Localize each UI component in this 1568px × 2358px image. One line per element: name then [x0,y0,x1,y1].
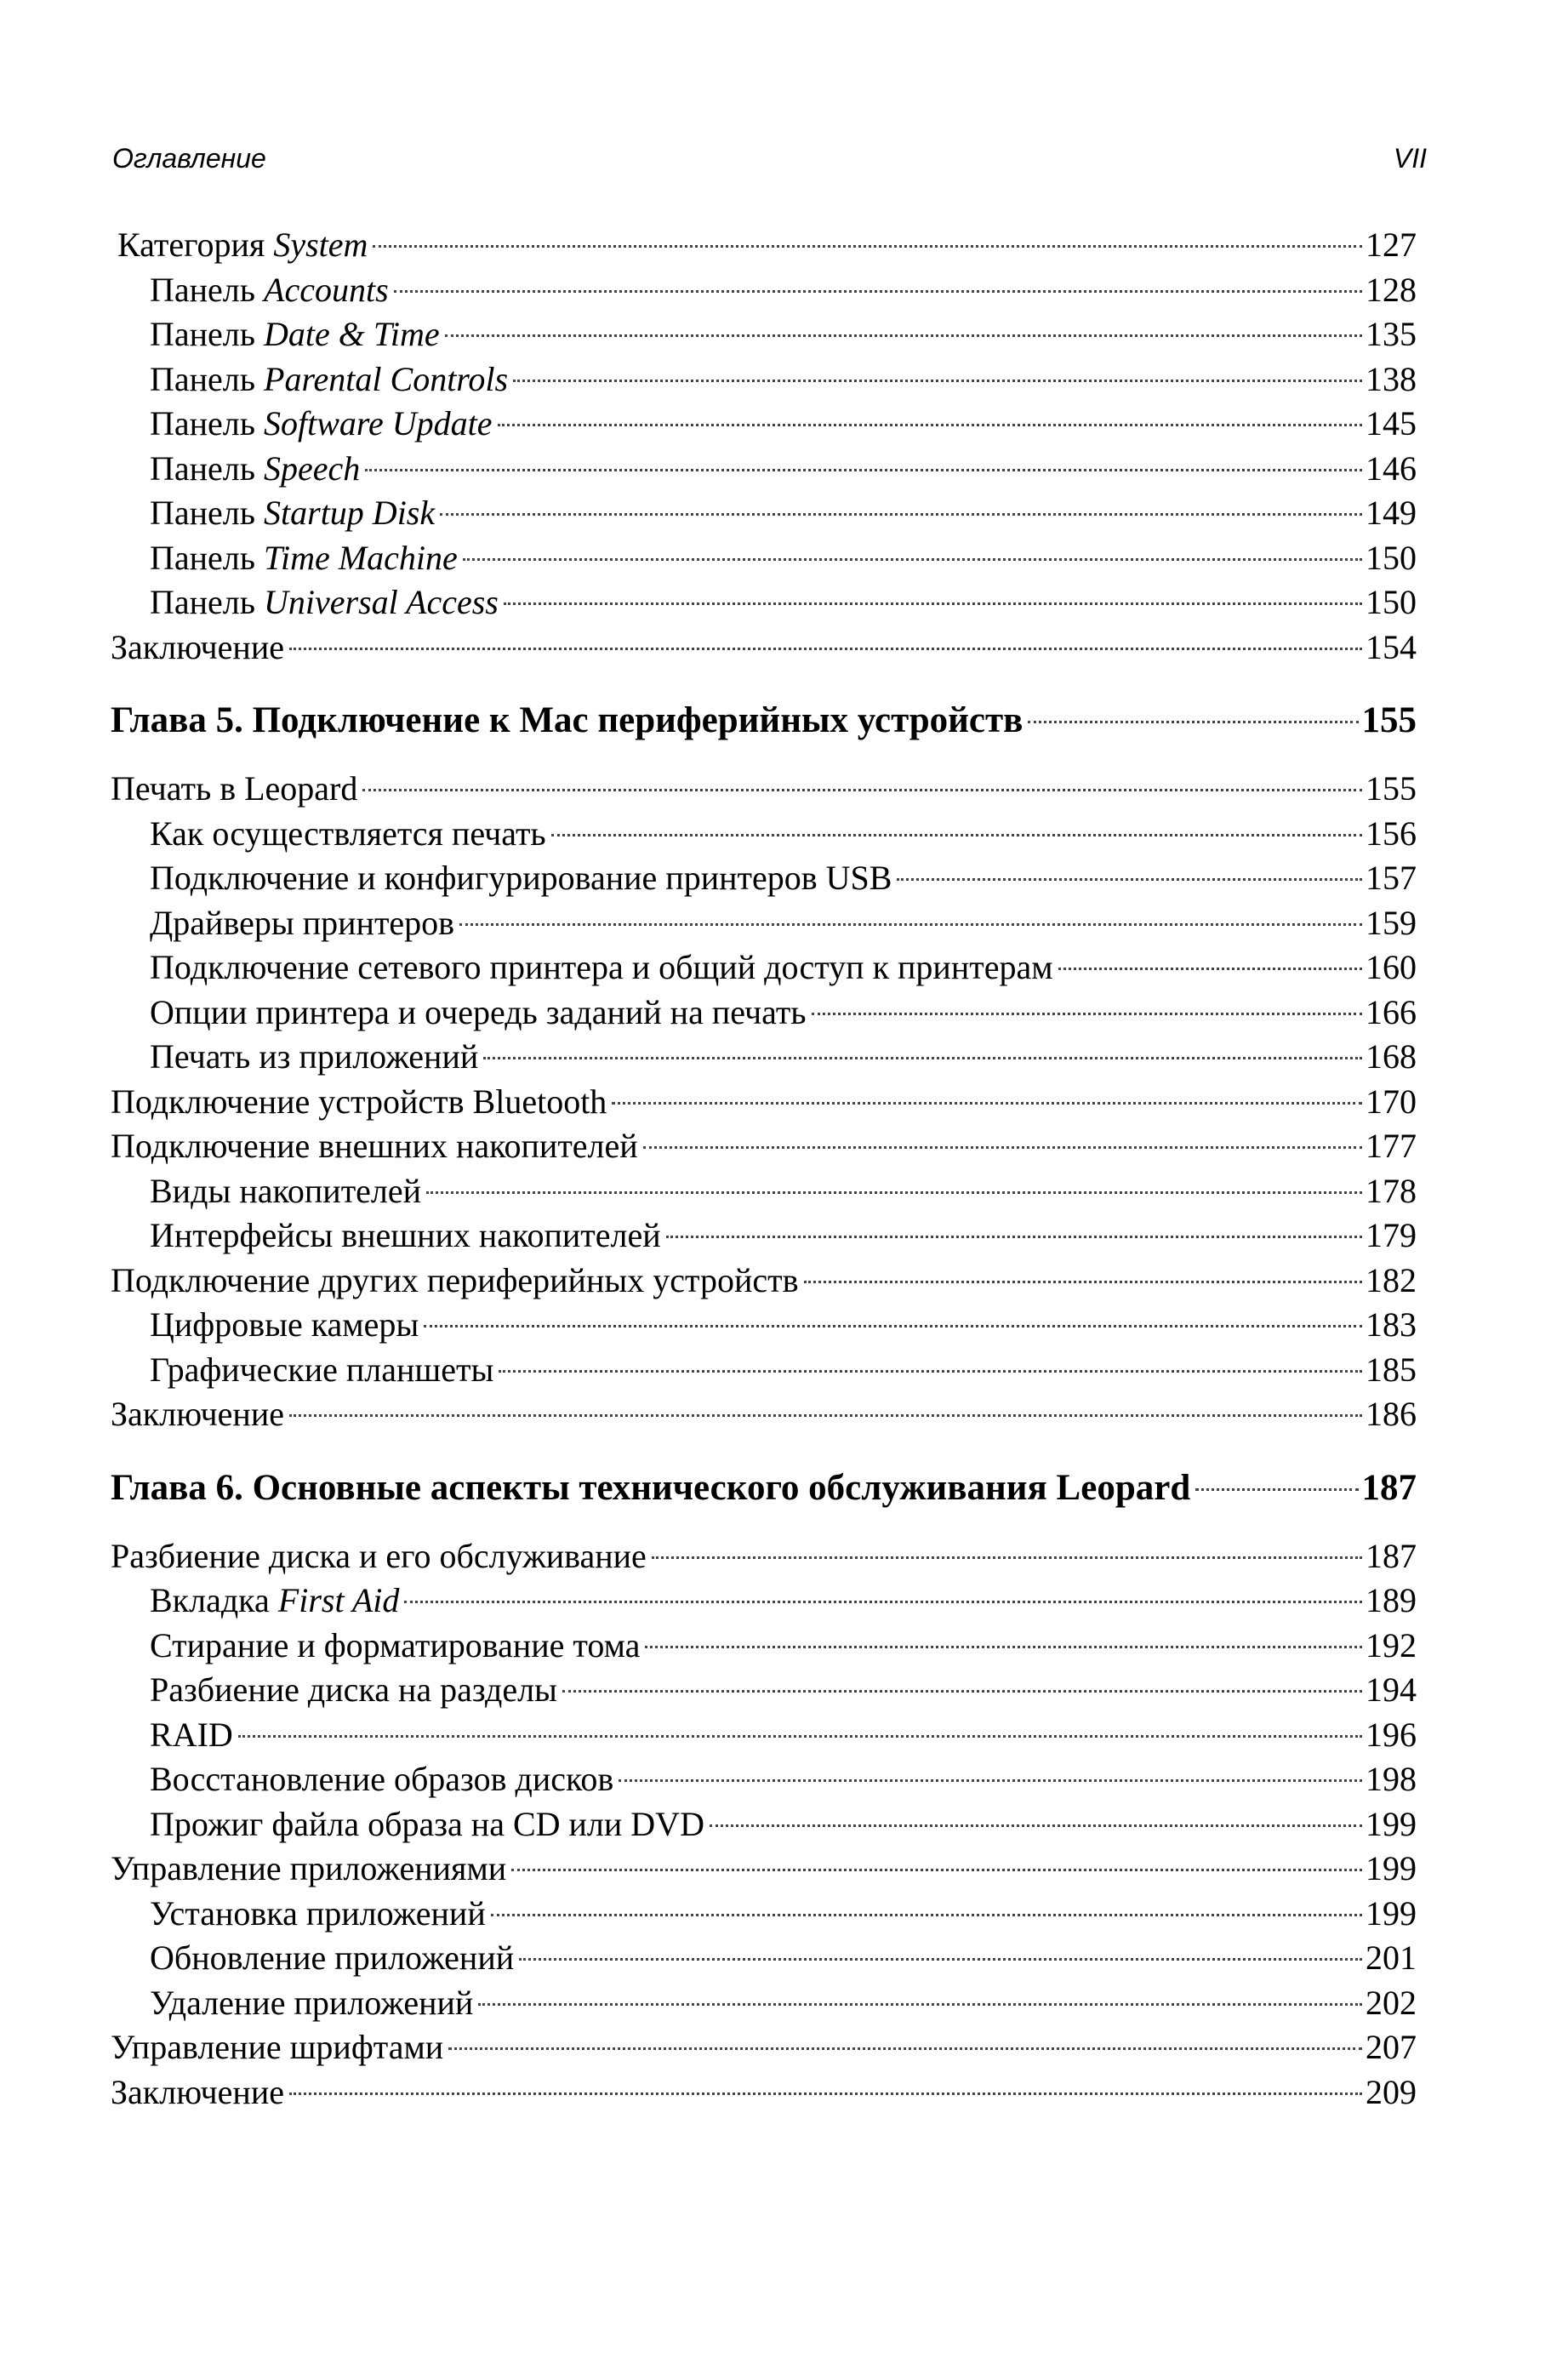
toc-entry-label [150,1757,613,1802]
toc-entry-label [150,536,458,581]
toc-page-number: 179 [1366,1216,1417,1254]
toc-entry[interactable] [111,812,1417,857]
toc-entry-text: Панель [150,404,265,442]
toc-entry-label [150,357,508,403]
dot-leader [551,834,1362,836]
toc-page-number: 185 [1366,1350,1417,1389]
toc-entry-text: Виды накопителей [150,1171,422,1210]
toc-entry-label [150,447,360,492]
dot-leader [289,2093,1362,2095]
toc-page-number: 127 [1366,226,1417,264]
toc-entry-label [150,1303,419,1348]
dot-leader [404,1601,1362,1603]
toc-entry-text: Разбиение диска на разделы [150,1670,557,1709]
toc-entry[interactable] [111,2025,1417,2070]
toc-page-number: 189 [1366,1581,1417,1619]
toc-page-number: 187 [1361,1467,1417,1508]
toc-entry-text: Глава 5. Подключение к Mac периферийных устройств [111,700,1023,740]
toc-entry-label [150,1035,478,1080]
toc-entry-text: Панель [150,538,265,577]
dot-leader [513,380,1362,382]
dot-leader [424,1325,1362,1327]
toc-entry-text: Драйверы принтеров [150,903,455,942]
toc-entry[interactable] [111,491,1417,536]
toc-entry-text: Как осуществляется печать [150,814,546,853]
toc-entry-label [111,1259,799,1304]
toc-chapter-entry[interactable] [111,1466,1417,1510]
toc-page-number: 145 [1366,404,1417,442]
toc-entry[interactable] [111,991,1417,1036]
dot-leader [289,1414,1362,1417]
toc-entry-label [150,580,499,625]
toc-entry-label [150,402,493,447]
toc-entry-label [111,1847,506,1892]
toc-page-number: 156 [1366,814,1417,853]
toc-entry-italic-text: Software Update [264,404,493,442]
toc-entry[interactable] [111,402,1417,447]
toc-page-number: 170 [1366,1082,1417,1121]
toc-entry[interactable] [111,1579,1417,1624]
toc-entry[interactable] [111,1713,1417,1758]
toc-entry[interactable] [111,1802,1417,1847]
toc-page-number: 187 [1366,1536,1417,1575]
dot-leader [365,469,1362,471]
toc-page-number: 177 [1366,1127,1417,1165]
toc-entry[interactable] [111,1169,1417,1214]
toc-entry-text: RAID [150,1715,233,1754]
toc-page-number: 178 [1366,1171,1417,1210]
toc-page-number: 202 [1366,1983,1417,2022]
dot-leader [426,1191,1362,1194]
toc-page-number: 182 [1366,1260,1417,1299]
dot-leader [459,923,1362,926]
toc-entry-italic-text: Date & Time [264,315,440,353]
toc-entry[interactable] [111,447,1417,492]
toc-entry-text: Вкладка [150,1581,278,1619]
toc-entry-label [150,1936,514,1981]
toc-page-number: 199 [1366,1893,1417,1933]
toc-entry-text: Восстановление образов дисков [150,1760,614,1798]
dot-leader [463,558,1362,561]
toc-entry-text: Подключение устройств Bluetooth [111,1082,607,1121]
toc-entry[interactable] [111,1668,1417,1713]
running-header [112,136,1427,187]
toc-entry[interactable] [111,1534,1417,1579]
toc-entry-text: Категория [117,226,274,264]
toc-entry-label [111,1392,284,1437]
toc-entry-label [111,1124,638,1169]
toc-entry[interactable] [111,1303,1417,1348]
dot-leader [289,648,1362,650]
toc-page-number: 199 [1366,1849,1417,1887]
toc-entry-label [150,1169,421,1214]
dot-leader [498,424,1362,426]
toc-entry-text: Печать из приложений [150,1037,479,1076]
dot-leader [519,1958,1362,1961]
dot-leader [804,1281,1363,1283]
toc-entry[interactable] [111,901,1417,946]
dot-leader [562,1690,1362,1693]
toc-entry-label [150,1892,486,1937]
toc-entry-label [150,491,435,536]
dot-leader [643,1146,1362,1149]
toc-entry-text: Подключение и конфигурирование принтеров USB [150,859,892,897]
dot-leader [373,245,1362,248]
chapter-spacer [111,670,1417,699]
toc-entry-text: Установка приложений [150,1893,486,1933]
toc-entry-label [150,312,440,357]
dot-leader [440,513,1362,516]
dot-leader [362,789,1362,791]
toc-entry-italic-text: First Aid [277,1581,400,1619]
toc-page-number: 155 [1361,700,1417,740]
dot-leader [238,1735,1362,1738]
toc-entry[interactable] [111,1936,1417,1981]
toc-entry-label [111,2025,443,2070]
toc-entry[interactable] [111,1757,1417,1802]
toc-entry-text: Стирание и форматирование тома [150,1625,641,1664]
dot-leader [710,1824,1362,1827]
dot-leader [511,1869,1362,1871]
toc-page-number: 128 [1366,270,1417,309]
toc-page-number: 150 [1366,538,1417,577]
dot-leader [478,2003,1362,2006]
toc-entry[interactable] [111,1080,1417,1125]
toc-entry-text: Интерфейсы внешних накопителей [150,1216,661,1254]
dot-leader [491,1914,1362,1916]
toc-entry[interactable] [111,767,1417,812]
toc-entry[interactable] [111,268,1417,313]
dot-leader [483,1057,1362,1059]
toc-entry-label [150,1213,661,1259]
toc-entry-text: Панель [150,270,265,309]
toc-page-number: 149 [1366,494,1417,532]
dot-leader [448,2047,1362,2050]
toc-page-number: 155 [1366,769,1417,808]
toc-entry-italic-text: Startup Disk [264,494,436,532]
dot-leader [1058,968,1362,970]
toc-entry-italic-text: Accounts [264,270,389,309]
toc-entry-text: Подключение внешних накопителей [111,1127,638,1165]
toc-entry[interactable] [111,1847,1417,1892]
dot-leader [394,290,1362,293]
table-of-contents [111,223,1417,2115]
toc-entry-label [150,1668,557,1713]
toc-entry-text: Панель [150,448,265,488]
toc-entry[interactable] [111,357,1417,403]
toc-entry-text: Удаление приложений [150,1983,474,2022]
toc-entry-label [111,767,357,812]
toc-entry-text: Цифровые камеры [150,1305,419,1344]
toc-entry-label [150,945,1053,991]
toc-page-number: 160 [1366,948,1417,986]
header-page-number: VII [1393,143,1427,174]
toc-page-number: 207 [1366,2028,1417,2066]
toc-entry-label [111,699,1023,743]
toc-entry-text: Панель [150,315,265,353]
toc-page-number: 138 [1366,359,1417,398]
dot-leader [1195,1488,1358,1491]
toc-entry[interactable] [111,625,1417,671]
toc-entry-text: Панель [150,583,265,621]
toc-page-number: 168 [1366,1037,1417,1076]
toc-page-number: 183 [1366,1305,1417,1344]
dot-leader [619,1779,1362,1782]
dot-leader [499,1370,1362,1373]
toc-page-number: 201 [1366,1938,1417,1977]
toc-entry-label [150,1624,640,1669]
toc-entry-text: Панель [150,359,265,398]
toc-entry-label [150,991,807,1036]
toc-page-number: 135 [1366,315,1417,353]
toc-entry-label [111,2070,284,2115]
toc-entry[interactable] [111,1124,1417,1169]
toc-entry-label [150,856,892,901]
toc-entry-label [111,1080,607,1125]
toc-entry-text: Заключение [111,627,284,666]
toc-entry-label [117,223,368,268]
toc-entry-label [150,268,389,313]
toc-entry[interactable] [111,536,1417,581]
toc-entry-text: Глава 6. Основные аспекты технического обслуживания Leopard [111,1467,1191,1508]
toc-entry-text: Заключение [111,1395,284,1433]
dot-leader [1028,721,1358,723]
toc-entry[interactable] [111,1259,1417,1304]
toc-page-number: 196 [1366,1715,1417,1754]
dot-leader [897,878,1362,881]
toc-entry-label [150,1579,399,1624]
toc-entry[interactable] [111,1392,1417,1437]
toc-entry[interactable] [111,312,1417,357]
toc-entry[interactable] [111,2070,1417,2115]
chapter-spacer [111,1510,1417,1534]
toc-entry-text: Управление шрифтами [111,2028,444,2066]
toc-entry-text: Печать в Leopard [111,769,358,808]
toc-entry[interactable] [111,1624,1417,1669]
dot-leader [645,1646,1362,1648]
toc-entry-text: Прожиг файла образа на CD или DVD [150,1804,704,1843]
toc-entry-text: Обновление приложений [150,1938,515,1977]
dot-leader [652,1556,1362,1559]
toc-entry-italic-text: Speech [264,448,361,488]
toc-page-number: 186 [1366,1395,1417,1433]
toc-entry-label [111,625,284,671]
toc-entry[interactable] [111,1035,1417,1080]
chapter-spacer [111,743,1417,767]
toc-entry-label [111,1534,647,1579]
toc-entry[interactable] [111,856,1417,901]
dot-leader [504,602,1362,605]
toc-entry-italic-text: System [273,226,368,264]
toc-entry-text: Панель [150,494,265,532]
toc-entry[interactable] [111,1892,1417,1937]
toc-entry-label [150,1981,473,2026]
chapter-spacer [111,1437,1417,1466]
toc-entry[interactable] [111,1981,1417,2026]
toc-entry-text: Подключение других периферийных устройств [111,1260,799,1299]
toc-entry-text: Опции принтера и очередь заданий на печать [150,992,807,1031]
toc-entry-italic-text: Universal Access [264,583,499,621]
header-title: Оглавление [112,143,266,174]
dot-leader [445,334,1362,337]
toc-entry-text: Разбиение диска и его обслуживание [111,1536,647,1575]
toc-page-number: 154 [1366,627,1417,666]
toc-entry-text: Заключение [111,2072,284,2111]
toc-entry[interactable] [111,580,1417,625]
toc-page-number: 194 [1366,1670,1417,1709]
toc-entry-text: Подключение сетевого принтера и общий доступ к принтерам [150,948,1053,986]
toc-entry-label [150,1802,704,1847]
toc-entry-text: Графические планшеты [150,1350,494,1389]
toc-entry-italic-text: Time Machine [264,538,458,577]
dot-leader [612,1102,1362,1105]
toc-entry[interactable] [111,1213,1417,1259]
toc-page-number: 199 [1366,1804,1417,1843]
toc-chapter-entry[interactable] [111,699,1417,743]
toc-entry-text: Управление приложениями [111,1849,507,1887]
toc-entry-label [150,812,546,857]
toc-entry-label [150,1348,493,1393]
toc-page-number: 146 [1366,448,1417,488]
toc-page-number: 150 [1366,583,1417,621]
dot-leader [812,1013,1362,1015]
toc-page-number: 166 [1366,992,1417,1031]
toc-page-number: 159 [1366,903,1417,942]
dot-leader [666,1236,1362,1238]
toc-entry[interactable] [111,1348,1417,1393]
toc-entry-italic-text: Parental Controls [264,359,509,398]
toc-entry[interactable] [111,945,1417,991]
toc-page-number: 157 [1366,859,1417,897]
toc-page-number: 192 [1366,1625,1417,1664]
toc-entry-label [150,901,454,946]
toc-entry-label [150,1713,233,1758]
toc-page-number: 198 [1366,1760,1417,1798]
toc-entry-label [111,1466,1190,1510]
toc-entry[interactable] [111,223,1417,268]
toc-page-number: 209 [1366,2072,1417,2111]
